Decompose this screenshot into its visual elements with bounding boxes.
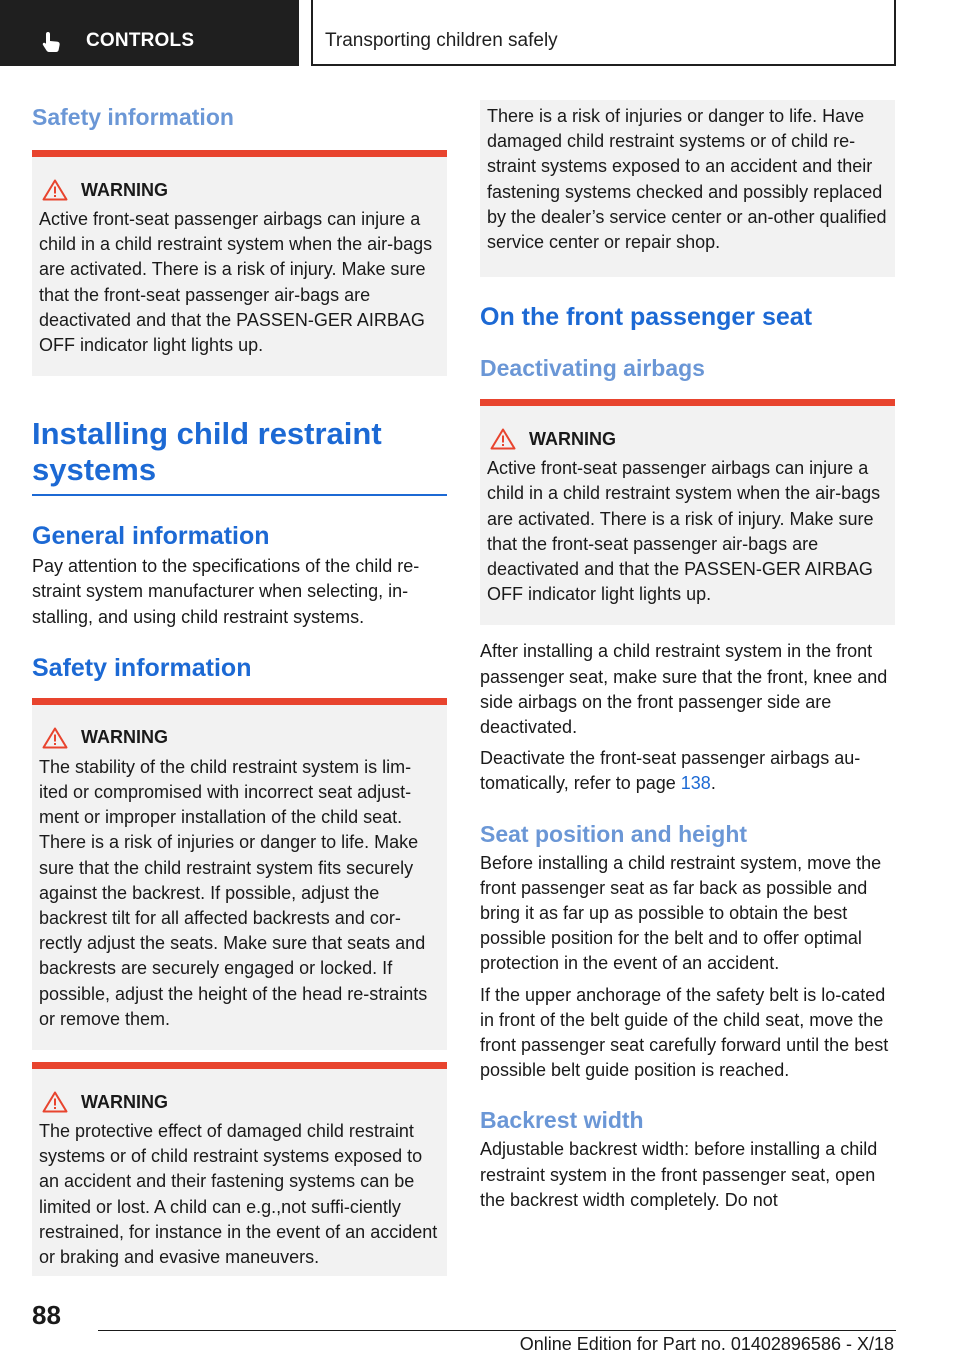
warning-text: The protective effect of damaged child restraint systems or of child restraint systems exposed to an accident and their fastening systems can be limited or lost. A child can e.g.,not suffi-ciently restrained, for instance in the event of an accident or braking and evasive maneuvers. <box>39 1121 438 1268</box>
deactivate-text: Deactivate the front-seat passenger airbags au-tomatically, refer to page 138. <box>480 748 861 794</box>
warning-label: WARNING <box>81 179 168 200</box>
warning-box <box>480 399 895 625</box>
seat-position-heading: Seat position and height <box>480 820 748 847</box>
warning-box <box>32 1062 447 1276</box>
warning-triangle-icon <box>42 727 68 749</box>
warning-text: There is a risk of injuries or danger to life. Have damaged child restraint systems or of child re-straint systems exposed to an accident and their fastening systems checked and possibly replaced by the dealer’s service center or an-other qualified service center or repair shop. <box>487 106 887 253</box>
warning-label: WARNING <box>81 727 168 748</box>
deactivating-airbags-heading: Deactivating airbags <box>480 355 705 382</box>
warning-box-continued <box>480 100 895 277</box>
left-column <box>32 100 447 1276</box>
warning-text: Active front-seat passenger airbags can injure a child in a child restraint system when the air-bags are activated. There is a risk of injury. Make sure that the front-seat passenger air-bags are deactivated and that the PASSEN-GER AIRBAG OFF indicator light lights up. <box>487 458 881 605</box>
footer-edition: Online Edition for Part no. 01402896586 - X/18 <box>519 1334 894 1354</box>
hand-pointer-icon <box>40 30 64 54</box>
general-info-text: Pay attention to the specifications of the child re-straint system manufacturer when selecting, in-stalling, and using child restraint systems. <box>32 556 420 627</box>
warning-text: The stability of the child restraint system is lim-ited or compromised with incorrect seat adjust-ment or improper installation of the child seat. There is a risk of injuries or danger to life. Make sure that the child restraint system fits securely against the backrest. If possible, adjust the backrest tilt for all affected backrests and cor-rectly adjust the seats. Make sure that seats and backrests are securely engaged or locked. If possible, adjust the height of the head re-straints or remove them. <box>39 756 428 1029</box>
footer-divider <box>98 1330 896 1331</box>
warning-label: WARNING <box>81 1091 168 1112</box>
warning-text: Active front-seat passenger airbags can injure a child in a child restraint system when the air-bags are activated. There is a risk of injury. Make sure that the front-seat passenger air-bags are deactivated and that the PASSEN-GER AIRBAG OFF indicator light lights up. <box>39 209 433 356</box>
warning-box <box>32 698 447 1050</box>
warning-triangle-icon <box>42 1091 68 1113</box>
safety-info-heading-2: Safety information <box>32 653 252 682</box>
warning-box <box>32 150 447 376</box>
page-reference-link[interactable]: 138 <box>680 773 711 794</box>
right-column <box>480 100 895 1213</box>
installing-heading: Installing child restraint systems <box>32 416 447 496</box>
header-section-label: CONTROLS <box>86 30 195 51</box>
safety-info-heading: Safety information <box>32 104 234 130</box>
warning-triangle-icon <box>42 179 68 201</box>
warning-label: WARNING <box>529 428 616 449</box>
backrest-width-text: Adjustable backrest width: before installing a child restraint system in the front passenger seat, open the backrest width completely. Do not <box>480 1139 878 1210</box>
seat-position-text-2: If the upper anchorage of the safety belt is lo-cated in front of the belt guide of the child seat, move the front passenger seat carefully forward until the best possible belt guide position is reached. <box>480 984 889 1081</box>
page-number: 88 <box>32 1300 61 1330</box>
warning-triangle-icon <box>490 428 516 450</box>
front-seat-heading: On the front passenger seat <box>480 303 813 332</box>
after-installing-text: After installing a child restraint system in the front passenger seat, make sure that the front, knee and side airbags on the front passenger side are deactivated. <box>480 641 888 738</box>
general-info-heading: General information <box>32 522 270 551</box>
backrest-width-heading: Backrest width <box>480 1107 644 1134</box>
seat-position-text-1: Before installing a child restraint system, move the front passenger seat as far back as possible and bring it as far up as possible to obtain the best possible position for the belt and to offer optimal protection in the event of an accident. <box>480 852 882 974</box>
header-title: Transporting children safely <box>325 30 558 51</box>
